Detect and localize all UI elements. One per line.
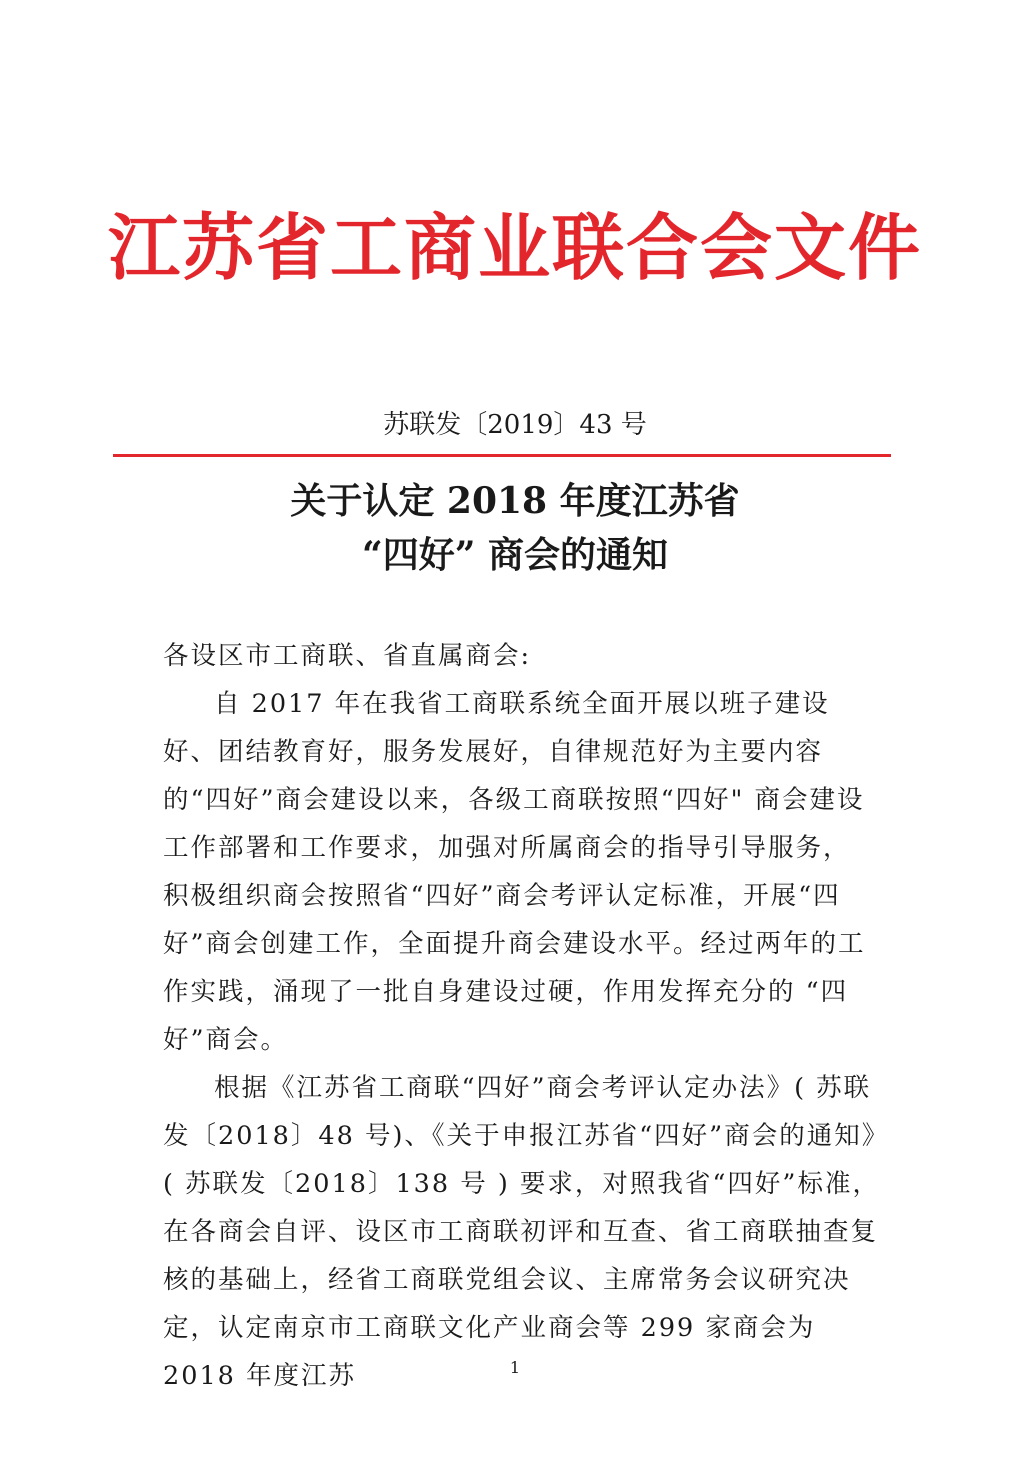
subject-line-1: 关于认定 2018 年度江苏省 — [290, 480, 740, 522]
red-divider-line — [113, 454, 891, 457]
document-header-title: 江苏省工商业联合会文件 — [107, 205, 922, 290]
body-paragraph-2: 根据《江苏省工商联“四好”商会考评认定办法》( 苏联发〔2018〕48 号)、《关于申报江苏省“四好”商会的通知》( 苏联发〔2018〕138 号 ) 要求，对照我省“四好”标准，在各商会自评、设区市工商联初评和互查、省工商联抽查复核的基础上，经省工商联党组会议、主席常务会议研究决定，认定南京市工商联文化产业商会等 299 家商会为 2018 年度江苏 — [163, 1073, 880, 1391]
body-paragraph-1: 自 2017 年在我省工商联系统全面开展以班子建设好、团结教育好，服务发展好，自律规范好为主要内容的“四好”商会建设以来，各级工商联按照“四好" 商会建设工作部署和工作要求，加强对所属商会的指导引导服务， 积极组织商会按照省“四好”商会考评认定标准，开展“四好”商会创建工作，全面提升商会建设水平。经过两年的工作实践，涌现了一批自身建设过硬，作用发挥充分的 “四好”商会。 — [163, 689, 866, 1055]
page-number: 1 — [509, 1358, 521, 1377]
addressee: 各设区市工商联、省直属商会: — [163, 641, 532, 671]
notice-body — [163, 632, 883, 1400]
subject-line-2: “四好” 商会的通知 — [362, 534, 668, 576]
document-number: 苏联发〔2019〕43 号 — [383, 410, 647, 440]
notice-subject — [0, 474, 1030, 582]
